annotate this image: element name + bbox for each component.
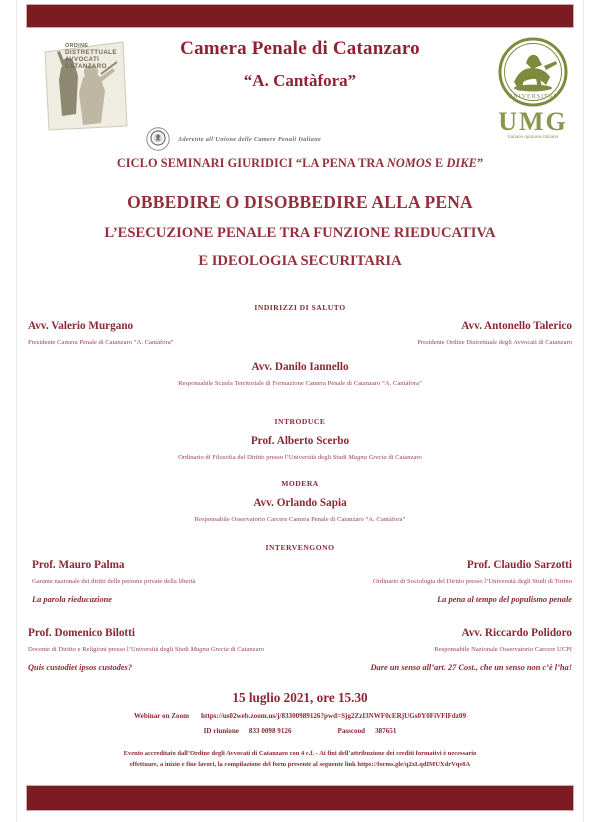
section-label-saluto: INDIRIZZI DI SALUTO — [254, 303, 346, 312]
bottom-decorative-bar — [26, 785, 574, 811]
umg-logo — [484, 34, 582, 142]
meeting-id-label: ID riunione — [203, 727, 239, 735]
person-talk-title: Dare un senso all’art. 27 Cost., che un senso non c’è l’ha! — [370, 663, 572, 672]
person-talk-title: La pena al tempo del populismo penale — [437, 595, 572, 604]
speaker-item — [373, 559, 572, 604]
ucpi-seal-icon — [145, 126, 171, 152]
svg-text:CATANZARO: CATANZARO — [65, 63, 107, 70]
svg-text:DISTRETTUALE: DISTRETTUALE — [65, 49, 117, 56]
poster-header — [0, 30, 600, 143]
speaker-item — [28, 627, 264, 672]
person-talk-title: Quis custodiet ipsos custodes? — [28, 663, 133, 672]
introduce-person — [0, 435, 600, 461]
saluto-left-person — [28, 320, 174, 346]
role-italic: Magna Grecia — [348, 454, 387, 461]
ordine-avvocati-logo — [35, 34, 135, 139]
accreditation-line-2: effettuare, a inizio e fine lavori, la compilazione del form presente al seguente link https://forms.gle/q2xLqdIMUXdrVqe8A — [129, 761, 471, 769]
ciclo-dike: DIKE — [446, 156, 477, 170]
section-label-intervengono: INTERVENGONO — [265, 543, 335, 552]
webinar-credentials-row — [0, 727, 600, 735]
event-main-title: OBBEDIRE O DISOBBEDIRE ALLA PENA — [127, 192, 473, 212]
top-decorative-bar — [26, 4, 574, 28]
person-name: Avv. Danilo Iannello — [251, 361, 349, 373]
svg-text:UMG: UMG — [498, 107, 568, 136]
svg-text:Italiano opinione italiano: Italiano opinione italiano — [507, 135, 559, 140]
speaker-item — [371, 627, 573, 672]
svg-text:UNIVERSITAS: UNIVERSITAS — [508, 94, 558, 100]
person-talk-title: La parola rieducazione — [32, 595, 113, 604]
role-italic: Magna Grecia — [190, 646, 229, 653]
person-name: Prof. Domenico Bilotti — [28, 627, 135, 639]
saluto-right-person — [417, 320, 572, 346]
person-role: Presidente Ordine Distrettuale degli Avvocati di Catanzaro — [417, 339, 572, 346]
person-role: Responsabile Scuola Territoriale di Formazione Camera Penale di Catanzaro “A. Cantàfora” — [178, 380, 422, 387]
person-role: Responsabile Nazionale Osservatorio Carcere UCPI — [434, 646, 572, 653]
ciclo-post: ” — [476, 156, 484, 170]
svg-text:AVVOCATI: AVVOCATI — [65, 56, 100, 63]
role-pre: Ordinario di Filosofia del Diritto presso l’Università degli Studi — [178, 454, 349, 461]
role-pre: Docente di Diritto e Religioni presso l’Università degli Studi — [28, 646, 191, 653]
adherent-text: Aderente all'Unione delle Camere Penali Italiane — [178, 135, 322, 143]
person-name: Avv. Valerio Murgano — [28, 320, 134, 332]
passcode-value: 387651 — [375, 727, 397, 735]
person-name: Avv. Antonello Talerico — [461, 320, 572, 332]
webinar-url[interactable]: https://us02web.zoom.us/j/83300989126?pwd=Sjg2ZzI3NWF0cERjUGs0Y0FiVFlFdz09 — [201, 712, 466, 720]
webinar-link-row — [0, 712, 600, 720]
role-post: di Catanzaro — [228, 646, 264, 653]
passcode-label: Passcood — [337, 727, 366, 735]
person-role: Presidente Camera Penale di Catanzaro “A. Cantàfora” — [28, 339, 174, 346]
organization-subtitle: “A. Cantàfora” — [243, 70, 357, 90]
person-role: Responsabile Osservatorio Carcere Camera Penale di Catanzaro “A. Cantàfora” — [194, 516, 406, 523]
saluto-center-person — [0, 361, 600, 387]
event-subtitle-line1: L’ESECUZIONE PENALE TRA FUNZIONE RIEDUCATIVA — [104, 225, 496, 241]
person-name: Prof. Alberto Scerbo — [250, 435, 350, 447]
person-role: Ordinario di Sociologia del Diritto presso l’Università degli Studi di Torino — [372, 578, 572, 585]
person-role — [0, 454, 600, 461]
accreditation-note — [60, 748, 540, 771]
header-center-block — [140, 38, 460, 91]
webinar-label: Webinar on Zoom — [133, 712, 190, 720]
adherent-row — [145, 126, 465, 152]
person-name: Prof. Claudio Sarzotti — [466, 559, 572, 571]
ciclo-mid: E — [431, 156, 447, 170]
meeting-id-value: 833 0098 9126 — [248, 727, 292, 735]
event-datetime: 15 luglio 2021, ore 15.30 — [232, 690, 368, 705]
person-name: Avv. Riccardo Polidoro — [461, 627, 572, 639]
organization-title: Camera Penale di Catanzaro — [180, 38, 420, 59]
person-role: Garante nazionale dei diritti delle persone private della libertà — [32, 578, 196, 585]
role-post: di Catanzaro — [386, 454, 422, 461]
modera-person — [0, 497, 600, 523]
person-name: Avv. Orlando Sapia — [253, 497, 347, 509]
svg-text:ORDINE: ORDINE — [65, 43, 89, 49]
section-label-introduce: INTRODUCE — [274, 417, 326, 426]
accreditation-line-1: Evento accreditato dall’Ordine degli Avvocati di Catanzaro con 4 c.f. - Ai fini dell’attribuzione dei crediti formativi è necessario — [123, 750, 477, 757]
seminar-series-title — [0, 156, 600, 171]
speaker-item — [32, 559, 195, 604]
person-name: Prof. Mauro Palma — [32, 559, 125, 571]
section-label-modera: MODERA — [281, 479, 319, 488]
person-role — [28, 646, 264, 653]
ciclo-nomos: NOMOS — [386, 156, 432, 170]
ciclo-pre: CICLO SEMINARI GIURIDICI “LA PENA TRA — [116, 156, 387, 170]
event-subtitle-line2: E IDEOLOGIA SECURITARIA — [198, 253, 402, 269]
